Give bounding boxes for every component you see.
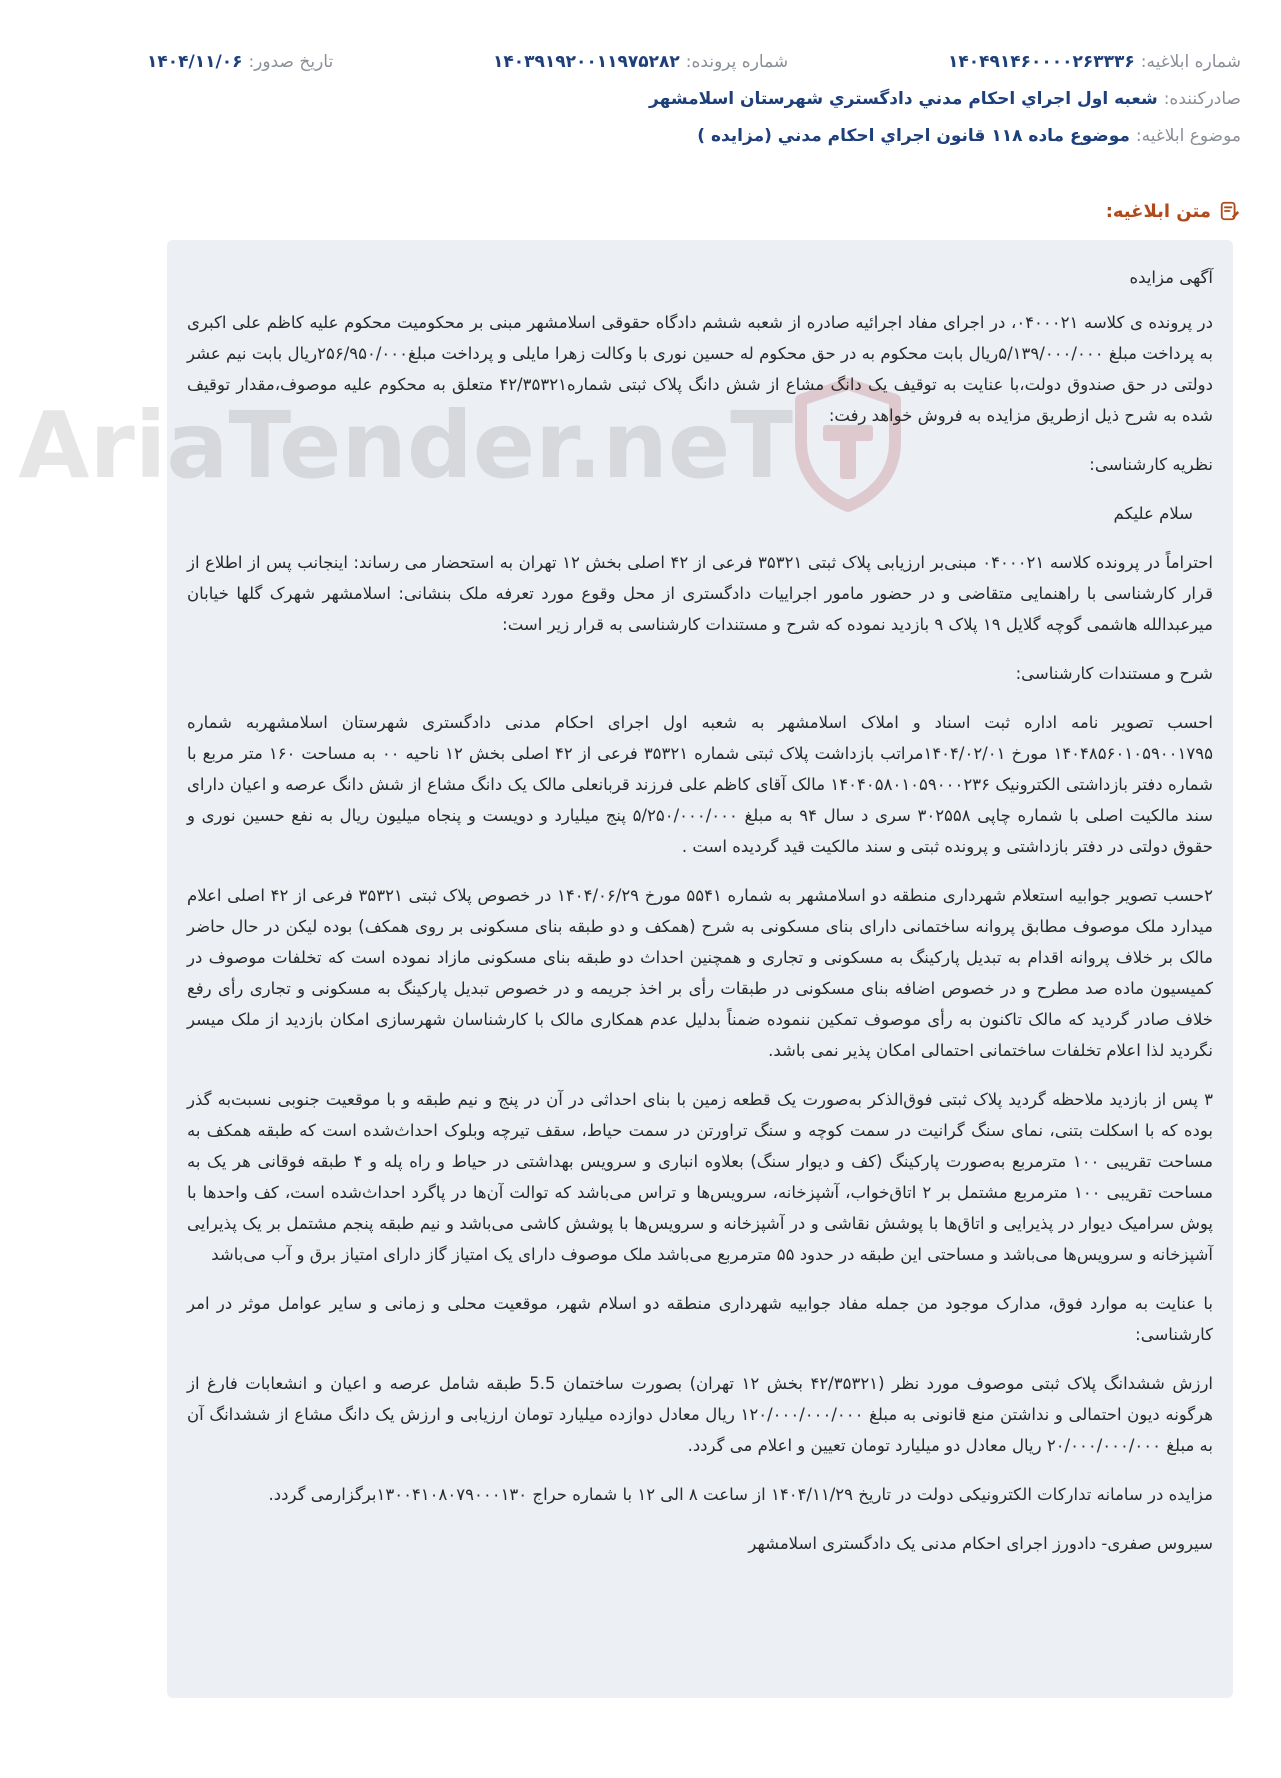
subject-label: موضوع ابلاغیه: bbox=[1135, 126, 1241, 146]
docs-heading: شرح و مستندات کارشناسی: bbox=[1015, 664, 1213, 683]
paragraph-auction-date: مزایده در سامانه تدارکات الکترونیکی دولت در تاریخ ۱۴۰۴/۱۱/۲۹ از ساعت ۸ الی ۱۲ با شماره حراج ۱۳۰۰۴۱۰۸۰۷۹۰۰۰۱۳۰برگزارمی گردد. bbox=[268, 1485, 1213, 1504]
case-number bbox=[493, 52, 788, 72]
issue-date-label: تاریخ صدور: bbox=[248, 52, 334, 72]
notice-number-value: ۱۴۰۴۹۱۴۶۰۰۰۰۲۶۳۳۳۶ bbox=[947, 52, 1135, 72]
issue-date-value: ۱۴۰۴/۱۱/۰۶ bbox=[147, 52, 243, 72]
paragraph-municipality: ۲حسب تصویر جوابیه استعلام شهرداری منطقه دو اسلامشهر به شماره ۵۵۴۱ مورخ ۱۴۰۴/۰۶/۲۹ در خصوص پلاک ثبتی ۳۵۳۲۱ فرعی از ۴۲ اصلی اعلام میدارد ملک موصوف مطابق پروانه ساختمانی دارای بنای مسکونی به شرح (همکف و دو طبقه بنای مسکونی بر روی همکف) بوده لیکن در حال حاضر مالک بر خلاف پروانه اقدام به تبدیل پارکینگ به مسکونی و تجاری و همچنین احداث دو طبقه بنای مسکونی مازاد نموده است که تخلفات موصوف در کمیسیون ماده صد مطرح و در خصوص اضافه بنای مسکونی در طبقات رأی بر اخذ جریمه و در خصوص تبدیل پارکینگ به مسکونی و تجاری رأی رفع خلاف صادر گردید که مالک تاکنون به رأی موصوف تمکین ننموده ضمناً بدلیل عدم همکاری مالک با کارشناسان شهرسازی امکان بازدید از ملک میسر نگردید لذا اعلام تخلفات ساختمانی احتمالی امکان پذیر نمی باشد. bbox=[187, 886, 1213, 1060]
case-number-label: شماره پرونده: bbox=[685, 52, 789, 72]
document-edit-icon bbox=[1219, 200, 1241, 222]
section-title-text: متن ابلاغیه: bbox=[1105, 200, 1211, 222]
issuer-line bbox=[147, 89, 1241, 109]
subject-value: موضوع ماده ۱۱۸ قانون اجراي احکام مدني (مزايده ) bbox=[697, 126, 1130, 146]
paragraph-visit: احتراماً در پرونده کلاسه ۰۴۰۰۰۲۱ مبنی‌بر ارزیابی پلاک ثبتی ۳۵۳۲۱ فرعی از ۴۲ اصلی بخش ۱۲ تهران به استحضار می رساند: اینجانب پس از اطلاع از قرار کارشناسی با راهنمایی متقاضی و در حضور مامور اجراییات دادگستری از محل وقوع مورد تعرفه ملک بنشانی: اسلامشهر شهرک گلها خیابان میرعبدالله هاشمی گوچه گلایل ۱۹ پلاک ۹ بازدید نموده که شرح و مستندات کارشناسی به قرار زیر است: bbox=[187, 553, 1213, 634]
subject-line bbox=[147, 126, 1241, 146]
notice-number-label: شماره ابلاغیه: bbox=[1140, 52, 1241, 72]
paragraph-considerations: با عنایت به موارد فوق، مدارک موجود من جمله مفاد جوابیه شهرداری منطقه دو اسلام شهر، موقعیت محلی و زمانی و سایر عوامل موثر در امر کارشناسی: bbox=[187, 1294, 1213, 1344]
notice-body-panel bbox=[18, 240, 1233, 1698]
issuer-value: شعبه اول اجراي احکام مدني دادگستري شهرستان اسلامشهر bbox=[649, 89, 1158, 109]
signature: سیروس صفری- دادورز اجرای احکام مدنی یک دادگستری اسلامشهر bbox=[748, 1534, 1213, 1553]
paragraph-intro: در پرونده ی کلاسه ۰۴۰۰۰۲۱، در اجرای مفاد اجرائیه صادره از شعبه ششم دادگاه حقوقی اسلامشهر مبنی بر محکومیت محکوم علیه کاظم علی اکبری به پرداخت مبلغ ۵/۱۳۹/۰۰۰/۰۰۰ریال بابت محکوم به در حق محکوم له حسین نوری با وکالت زهرا مایلی و پرداخت مبلغ۲۵۶/۹۵۰/۰۰۰ریال بابت نیم عشر دولتی در حق صندوق دولت،با عنایت به توقیف یک دانگ مشاع از شش دانگ پلاک ثبتی شماره۴۲/۳۵۳۲۱ متعلق به محکوم علیه موصوف،مقدار توقیف شده به شرح ذیل ازطریق مزایده به فروش خواهد رفت: bbox=[187, 313, 1213, 425]
issuer-label: صادرکننده: bbox=[1163, 89, 1241, 109]
notice-header bbox=[147, 52, 1241, 72]
expert-heading: نظریه کارشناسی: bbox=[1089, 455, 1213, 474]
notice-content bbox=[167, 240, 1233, 1577]
paragraph-registry: احسب تصویر نامه اداره ثبت اسناد و املاک اسلامشهر به شعبه اول اجرای احکام مدنی دادگستری شهرستان اسلامشهربه شماره ۱۴۰۴۸۵۶۰۱۰۵۹۰۰۱۷۹۵ مورخ ۱۴۰۴/۰۲/۰۱مراتب بازداشت پلاک ثبتی شماره ۳۵۳۲۱ فرعی از ۴۲ اصلی بخش ۱۲ ناحیه ۰۰ به مساحت ۱۶۰ متر مربع با شماره دفتر بازداشتی الکترونیک ۱۴۰۴۰۵۸۰۱۰۵۹۰۰۰۲۳۶ مالک آقای کاظم علی فرزند قربانعلی مالک یک دانگ مشاع از شش دانگ عرصه و اعیان دارای سند مالکیت اصلی با شماره چاپی ۳۰۲۵۵۸ سری د سال ۹۴ به مبلغ ۵/۲۵۰/۰۰۰/۰۰۰ پنج میلیارد و دویست و پنجاه میلیون ریال به نفع حسین نوری و حقوق دولتی در دفتر بازداشتی و پرونده ثبتی و سند مالکیت قید گردیده است . bbox=[187, 713, 1214, 856]
paragraph-inspection: ۳ پس از بازدید ملاحظه گردید پلاک ثبتی فوق‌الذکر به‌صورت یک قطعه زمین با بنای احداثی در آن در پنج و نیم طبقه و با موقعیت جنوبی نسبت‌به گذر بوده که با اسکلت بتنی، نمای سنگ گرانیت در سمت کوچه و سنگ تراورتن در سمت حیاط، سقف تیرچه وبلوک احداث‌شده است که طبقه همکف به مساحت تقریبی ۱۰۰ مترمربع به‌صورت پارکینگ (کف و دیوار سنگ) بعلاوه انباری و سرویس بهداشتی در حیاط و راه پله و ۴ طبقه فوقانی هر یک به مساحت تقریبی ۱۰۰ مترمربع مشتمل بر ۲ اتاق‌خواب، آشپزخانه، سرویس‌ها و تراس می‌باشد که توالت آن‌ها در پاگرد احداث‌شده است، کف واحدها با پوش سرامیک دیوار در پذیرایی و اتاق‌ها با پوشش نقاشی و در آشپزخانه و سرویس‌ها با پوشش کاشی می‌باشد و نیم طبقه پنجم مشتمل بر یک پذیرایی آشپزخانه و سرویس‌ها می‌باشد و مساحتی این طبقه در حدود ۵۵ مترمربع می‌باشد ملک موصوف دارای یک امتیاز گاز دارای امتیاز برق و آب می‌باشد bbox=[187, 1090, 1214, 1264]
issue-date bbox=[147, 52, 333, 72]
auction-title: آگهی مزایده bbox=[1129, 268, 1213, 287]
watermark-text: AriaTender.neT bbox=[18, 391, 793, 499]
greeting: سلام علیکم bbox=[1113, 504, 1193, 523]
case-number-value: ۱۴۰۳۹۱۹۲۰۰۱۱۹۷۵۲۸۲ bbox=[493, 52, 680, 72]
notice-number bbox=[948, 52, 1241, 72]
paragraph-valuation: ارزش ششدانگ پلاک ثبتی موصوف مورد نظر (۴۲/۳۵۳۲۱ بخش ۱۲ تهران) بصورت ساختمان 5.5 طبقه شامل عرصه و اعیان و انشعابات فارغ از هرگونه دیون احتمالی و نداشتن منع قانونی به مبلغ ۱۲۰/۰۰۰/۰۰۰/۰۰۰ ریال معادل دوازده میلیارد تومان ارزیابی و ارزش یک دانگ مشاع از ششدانگ آن به مبلغ ۲۰/۰۰۰/۰۰۰/۰۰۰ ریال معادل دو میلیارد تومان تعیین و اعلام می گردد. bbox=[187, 1374, 1213, 1455]
section-title bbox=[1106, 200, 1241, 222]
